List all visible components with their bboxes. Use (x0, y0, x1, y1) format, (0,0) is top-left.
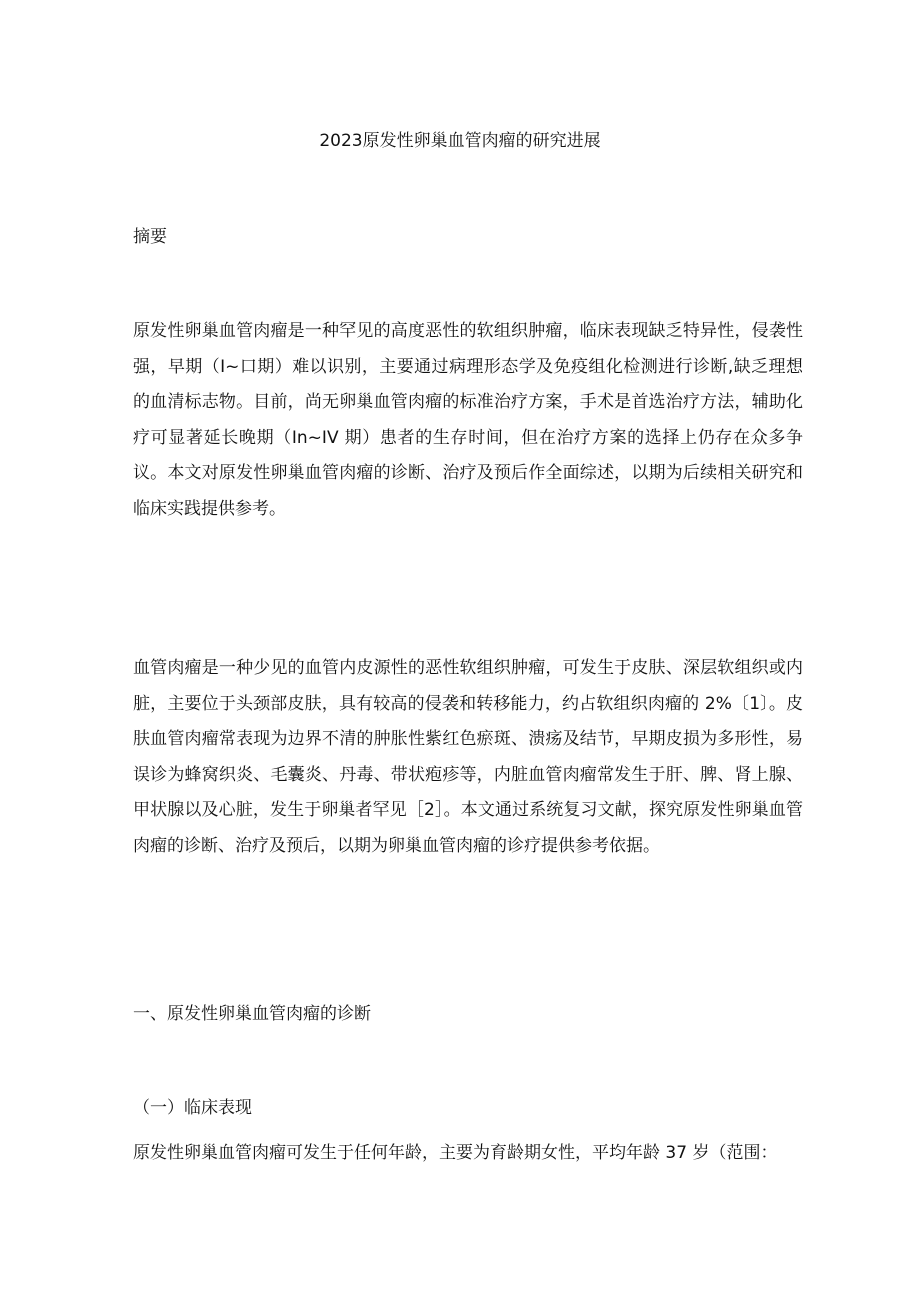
section-heading-diagnosis: 一、原发性卵巢血管肉瘤的诊断 (133, 1004, 371, 1024)
abstract-heading: 摘要 (133, 227, 167, 247)
intro-paragraph: 血管肉瘤是一种少见的血管内皮源性的恶性软组织肿瘤，可发生于皮肤、深层软组织或内脏，主要位于头颈部皮肤，具有较高的侵袭和转移能力，约占软组织肉瘤的 2%〔1〕。皮肤血管肉瘤常表现为边界不清的肿胀性紫红色瘀斑、溃疡及结节，早期皮损为多形性，易误诊为蜂窝织炎、毛囊炎、丹毒、带状疱疹等，内脏血管肉瘤常发生于肝、脾、肾上腺、甲状腺以及心脏，发生于卵巢者罕见［2］。本文通过系统复习文献，探究原发性卵巢血管肉瘤的诊断、治疗及预后，以期为卵巢血管肉瘤的诊疗提供参考依据。 (133, 658, 803, 856)
subsection-heading-clinical: （一）临床表现 (133, 1098, 252, 1118)
document-title: 2023原发性卵巢血管肉瘤的研究进展 (319, 131, 601, 151)
clinical-paragraph: 原发性卵巢血管肉瘤可发生于任何年龄，主要为育龄期女性，平均年龄 37 岁（范围： (133, 1143, 778, 1163)
abstract-paragraph: 原发性卵巢血管肉瘤是一种罕见的高度恶性的软组织肿瘤，临床表现缺乏特异性，侵袭性强，早期（I~口期）难以识别，主要通过病理形态学及免疫组化检测进行诊断,缺乏理想的血清标志物。目前，尚无卵巢血管肉瘤的标准治疗方案，手术是首选治疗方法，辅助化疗可显著延长晚期（In~IV 期）患者的生存时间，但在治疗方案的选择上仍存在众多争议。本文对原发性卵巢血管肉瘤的诊断、治疗及预后作全面综述，以期为后续相关研究和临床实践提供参考。 (133, 321, 803, 519)
